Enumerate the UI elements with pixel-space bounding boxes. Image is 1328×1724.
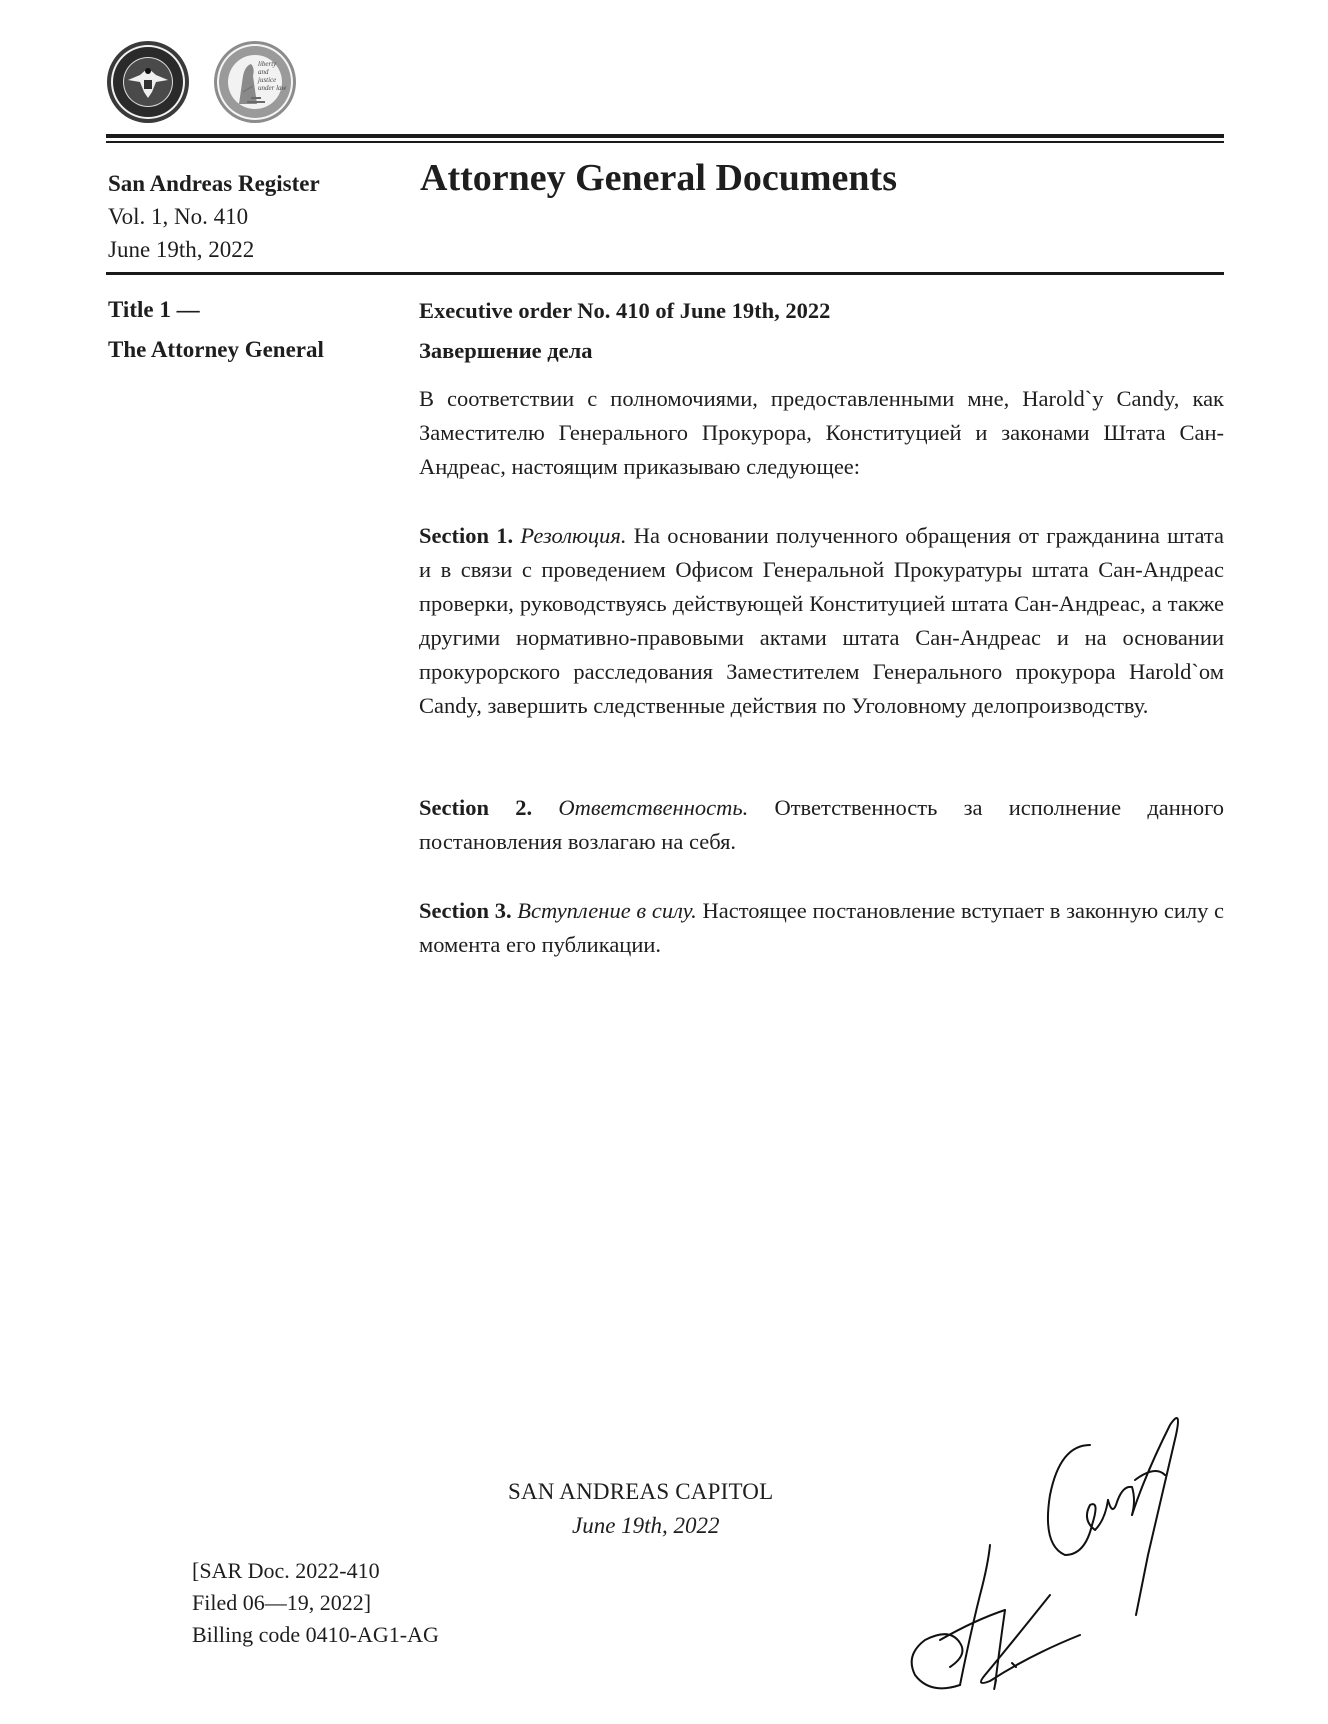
section-2-title: Ответственность. <box>558 795 749 820</box>
order-heading: Executive order No. 410 of June 19th, 2022 <box>419 298 831 323</box>
order-preamble: В соответствии с полномочиями, предоставленными мне, Harold`y Candy, как Заместителю Генерального Прокурора, Конституцией и законами Штата Сан-Андреас, настоящим приказываю следующее: <box>419 386 1224 479</box>
section-3-label: Section 3. <box>419 898 512 923</box>
section-3-text: Настоящее постановление вступает в законную силу с момента его публикации. <box>419 898 1225 957</box>
register-name: San Andreas Register <box>108 171 320 196</box>
page-title: Attorney General Documents <box>420 157 898 199</box>
register-volume: Vol. 1, No. 410 <box>108 204 249 229</box>
header-rule-thick <box>106 134 1224 138</box>
sar-doc-number: [SAR Doc. 2022-410 <box>192 1558 380 1583</box>
seal-motto: liberty and justice under law <box>258 60 287 92</box>
order-subject: Завершение дела <box>419 338 593 363</box>
section-1-text: На основании полученного обращения от гражданина штата и в связи с проведением Офисом Генеральной Прокуратуры штата Сан-Андреас проверки, руководствуясь действующей Конституцией штата Сан-Андреас, а также другими нормативно-правовыми актами штата Сан-Андреас и на основании прокурорского расследования Заместителем Генерального прокурора Harold`ом Candy, завершить следственные действия по Уголовному делопроизводству. <box>419 523 1225 718</box>
doj-seal-icon <box>106 40 190 124</box>
header-bottom-rule <box>106 272 1224 275</box>
capitol-label: SAN ANDREAS CAPITOL <box>508 1479 774 1504</box>
section-3-title: Вступление в силу. <box>517 898 697 923</box>
filed-date: Filed 06—19, 2022] <box>192 1590 372 1615</box>
section-2-label: Section 2. <box>419 795 533 820</box>
register-date: June 19th, 2022 <box>108 237 255 262</box>
signature-icon <box>900 1405 1200 1705</box>
section-1-label: Section 1. <box>419 523 514 548</box>
header-rule-thin <box>106 141 1224 143</box>
section-2-text: Ответственность за исполнение данного постановления возлагаю на себя. <box>419 795 1224 854</box>
sidebar-title-name: The Attorney General <box>108 337 324 362</box>
billing-code: Billing code 0410-AG1-AG <box>192 1622 439 1647</box>
section-1 <box>419 519 1224 723</box>
sidebar-title-number: Title 1 — <box>108 297 200 322</box>
section-1-title: Резолюция. <box>520 523 627 548</box>
section-3 <box>419 894 1224 962</box>
section-2 <box>419 791 1224 859</box>
capitol-date: June 19th, 2022 <box>572 1513 720 1538</box>
